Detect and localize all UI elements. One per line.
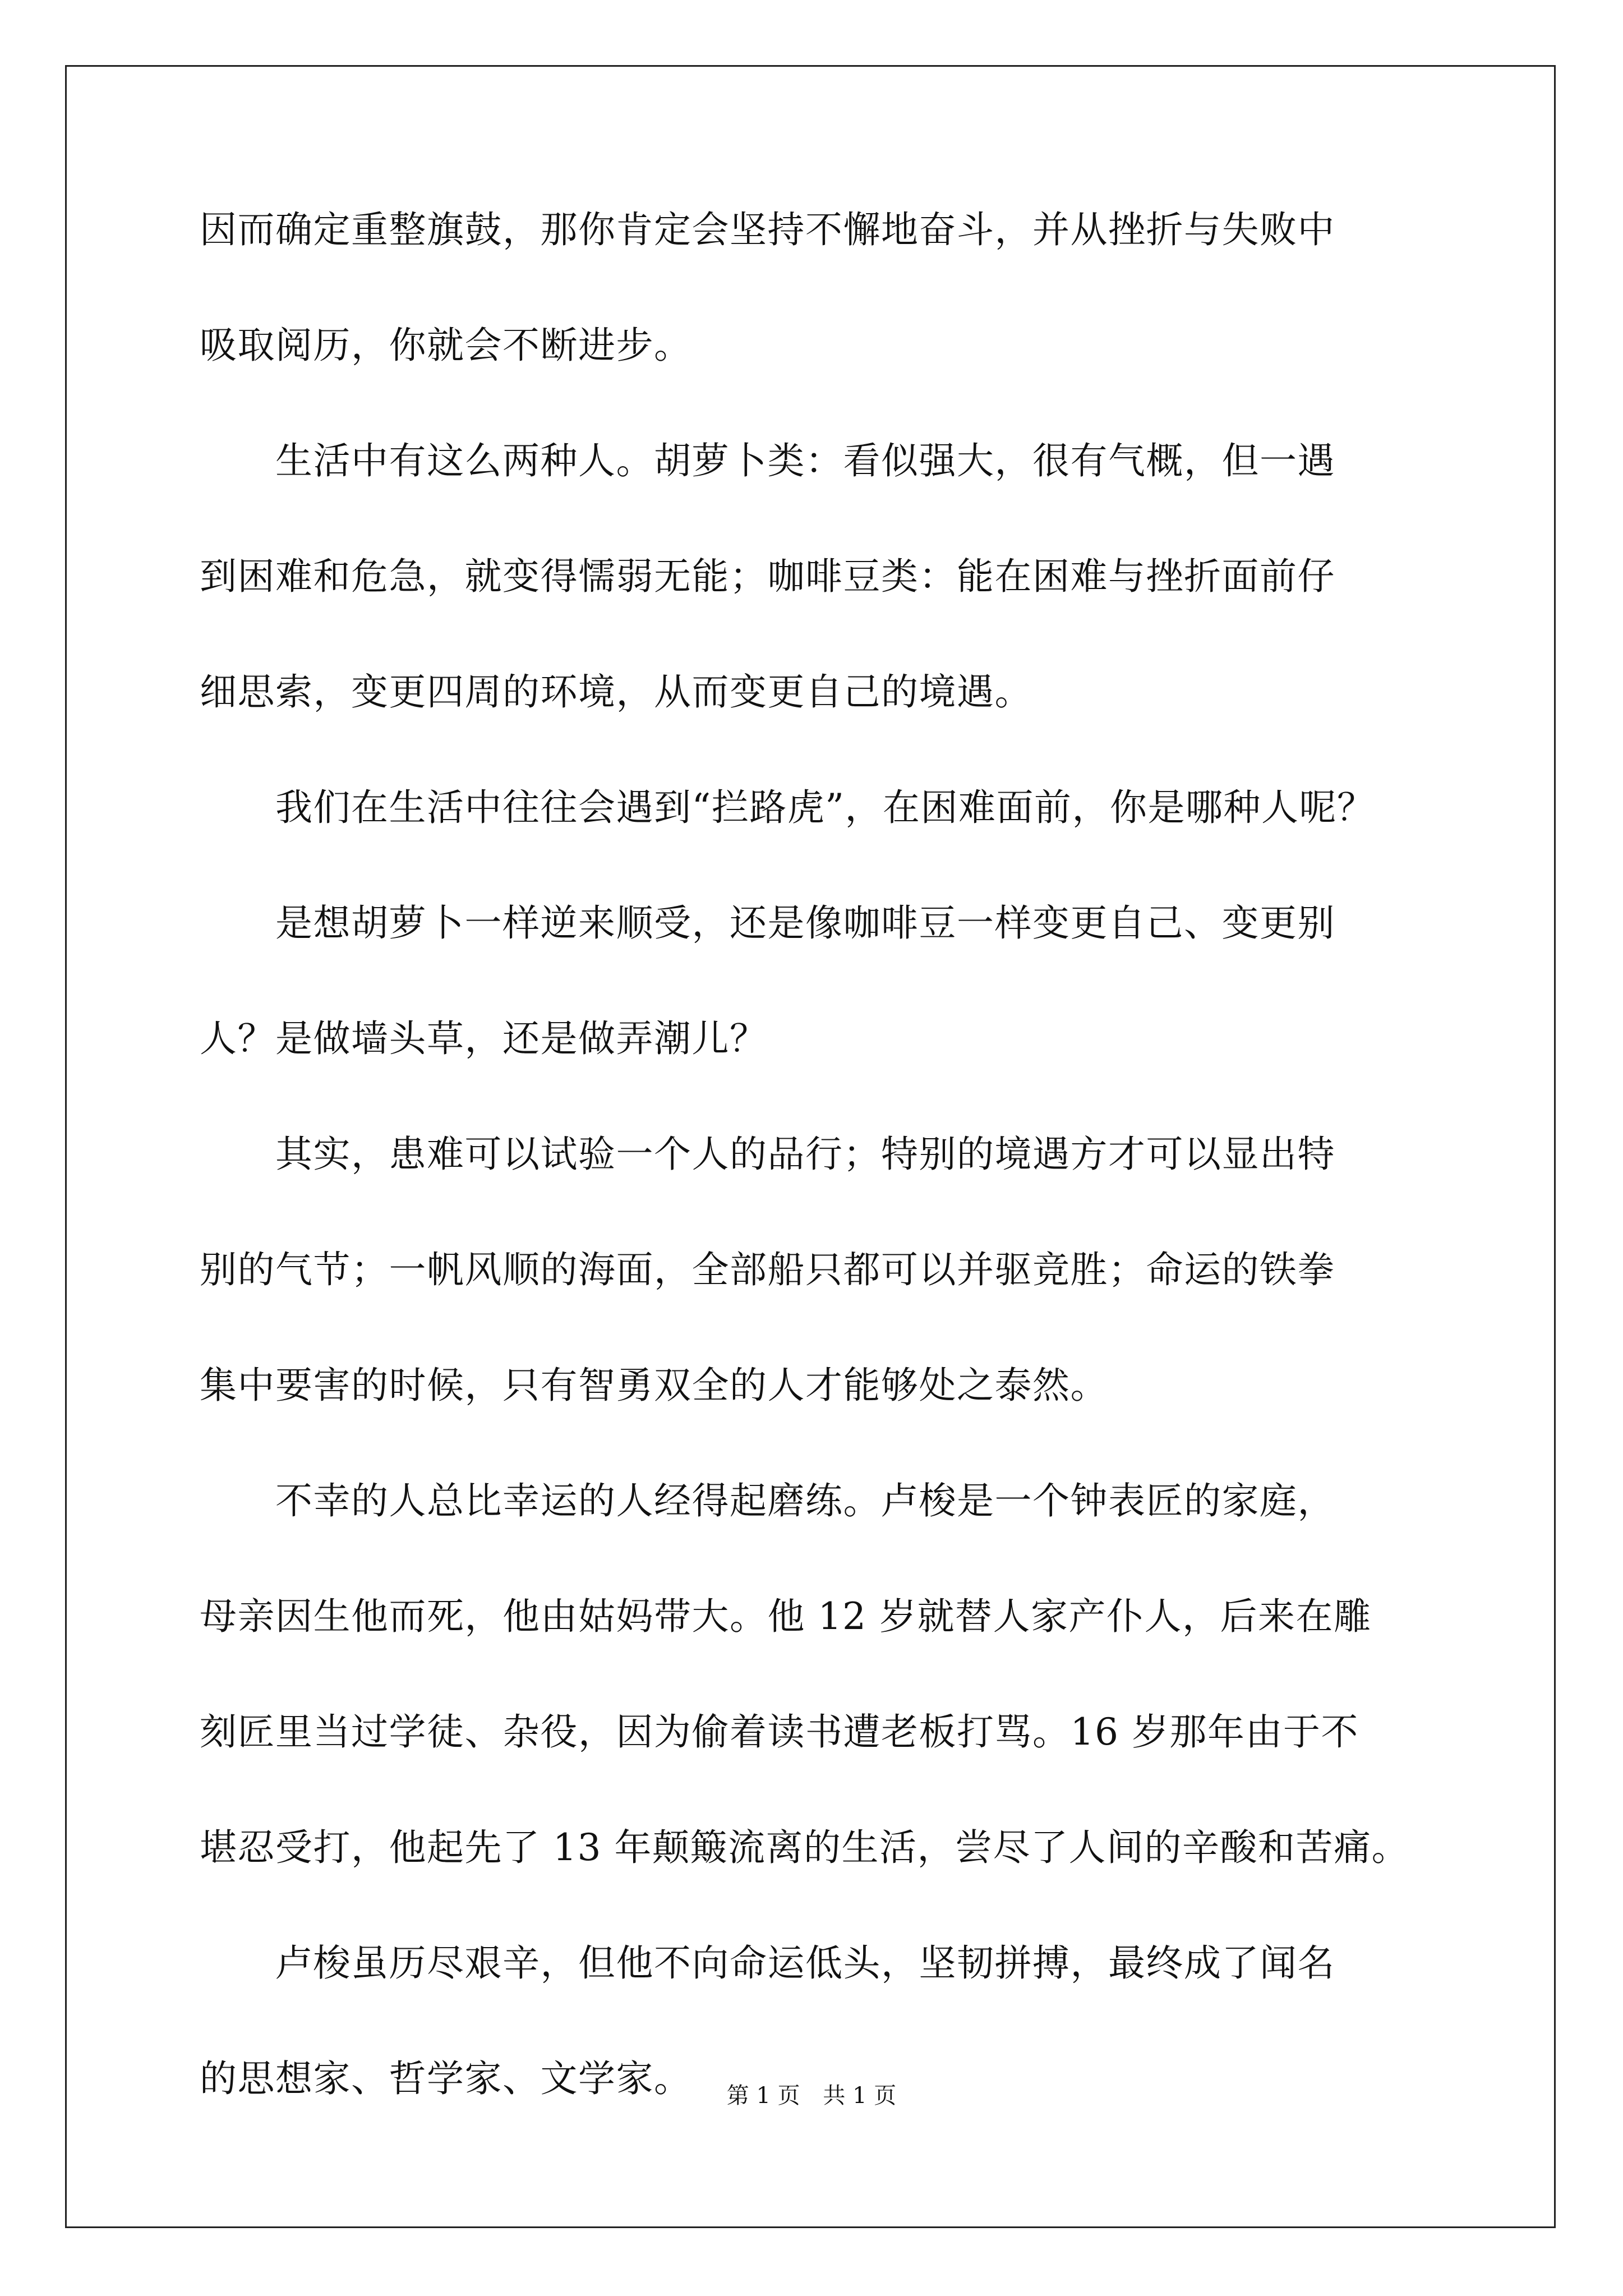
text-line: 刻匠里当过学徒、杂役，因为偷着读书遭老板打骂。16 岁那年由于不 — [200, 1710, 1359, 1754]
text-line: 别的气节；一帆风顺的海面，全部船只都可以并驱竞胜；命运的铁拳 — [200, 1248, 1335, 1291]
text-line: 母亲因生他而死，他由姑妈带大。他 12 岁就替人家产仆人，后来在雕 — [200, 1595, 1372, 1638]
text-line: 卢梭虽历尽艰辛，但他不向命运低头，坚韧拼搏，最终成了闻名 — [200, 1941, 1335, 1985]
text-line: 细思索，变更四周的环境，从而变更自己的境遇。 — [200, 670, 1032, 714]
text-line: 生活中有这么两种人。胡萝卜类：看似强大，很有气概，但一遇 — [200, 439, 1335, 482]
text-line: 不幸的人总比幸运的人经得起磨练。卢梭是一个钟表匠的家庭， — [200, 1479, 1335, 1522]
text-line: 到困难和危急，就变得懦弱无能；咖啡豆类：能在困难与挫折面前仔 — [200, 555, 1335, 598]
text-line: 我们在生活中往往会遇到“拦路虎”，在困难面前，你是哪种人呢？ — [200, 786, 1375, 829]
text-line: 堪忍受打，他起先了 13 年颠簸流离的生活，尝尽了人间的辛酸和苦痛。 — [200, 1826, 1409, 1869]
text-line: 人？是做墙头草，还是做弄潮儿？ — [200, 1017, 768, 1060]
text-line: 因而确定重整旗鼓，那你肯定会坚持不懈地奋斗，并从挫折与失败中 — [200, 208, 1335, 251]
text-line: 其实，患难可以试验一个人的品行；特别的境遇方才可以显出特 — [200, 1133, 1335, 1176]
document-body — [200, 208, 1428, 2101]
text-line: 吸取阅历，你就会不断进步。 — [200, 324, 692, 367]
page-total: 共 1 页 — [823, 2083, 897, 2109]
page-number: 第 1 页 — [726, 2083, 800, 2109]
text-line: 是想胡萝卜一样逆来顺受，还是像咖啡豆一样变更自己、变更别 — [200, 901, 1335, 945]
text-line: 的思想家、哲学家、文学家。 — [200, 2057, 692, 2100]
text-line: 集中要害的时候，只有智勇双全的人才能够处之泰然。 — [200, 1364, 1108, 1407]
page-footer — [0, 2082, 1623, 2109]
